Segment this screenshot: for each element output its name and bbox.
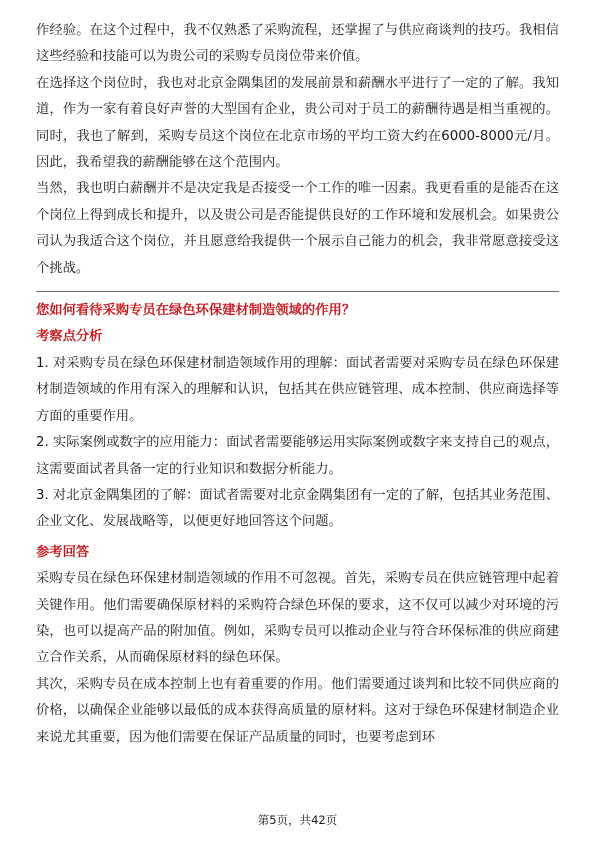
intro-paragraph-2: 在选择这个岗位时，我也对北京金隅集团的发展前景和薪酬水平进行了一定的了解。我知道，作为一家有着良好声誉的大型国有企业，贵公司对于员工的薪酬待遇是相当重视的。同时，我也了解到，采购专员这个岗位在北京市场的平均工资大约在6000-8000元/月。因此，我希望我的薪酬能够在这个范围内。 — [36, 75, 559, 171]
analysis-item-1: 1. 对采购专员在绿色环保建材制造领域作用的理解：面试者需要对采购专员在绿色环保建材制造领域的作用有深入的理解和认识，包括其在供应链管理、成本控制、供应商选择等方面的重要作用。 — [36, 355, 559, 424]
answer-heading: 参考回答 — [36, 544, 90, 560]
question-title: 您如何看待采购专员在绿色环保建材制造领域的作用？ — [36, 303, 356, 319]
intro-paragraph-3: 当然，我也明白薪酬并不是决定我是否接受一个工作的唯一因素。我更看重的是能否在这个岗位上得到成长和提升，以及贵公司是否能提供良好的工作环境和发展机会。如果贵公司认为我适合这个岗位，并且愿意给我提供一个展示自己能力的机会，我非常愿意接受这个挑战。 — [36, 181, 559, 276]
intro-paragraph-1: 作经验。在这个过程中，我不仅熟悉了采购流程，还掌握了与供应商谈判的技巧。我相信这些经验和技能可以为贵公司的采购专员岗位带来价值。 — [36, 23, 559, 65]
document-page — [36, 18, 559, 751]
analysis-item-2: 2. 实际案例或数字的应用能力：面试者需要能够运用实际案例或数字来支持自己的观点，这需要面试者具备一定的行业知识和数据分析能力。 — [36, 435, 559, 477]
answer-paragraph-2: 其次，采购专员在成本控制上也有着重要的作用。他们需要通过谈判和比较不同供应商的价格，以确保企业能够以最低的成本获得高质量的原材料。这对于绿色环保建材制造企业来说尤其重要，因为他们需要在保证产品质量的同时，也要考虑到环 — [36, 676, 559, 745]
analysis-heading: 考察点分析 — [36, 329, 103, 345]
answer-paragraph-1: 采购专员在绿色环保建材制造领域的作用不可忽视。首先，采购专员在供应链管理中起着关键作用。他们需要确保原材料的采购符合绿色环保的要求，这不仅可以减少对环境的污染，也可以提高产品的附加值。例如，采购专员可以推动企业与符合环保标准的供应商建立合作关系，从而确保原材料的绿色环保。 — [36, 571, 559, 666]
page-number: 第5页，共42页 — [257, 813, 338, 827]
section-divider — [36, 291, 559, 292]
analysis-item-3: 3. 对北京金隅集团的了解：面试者需要对北京金隅集团有一定的了解，包括其业务范围、企业文化、发展战略等，以便更好地回答这个问题。 — [36, 487, 559, 530]
